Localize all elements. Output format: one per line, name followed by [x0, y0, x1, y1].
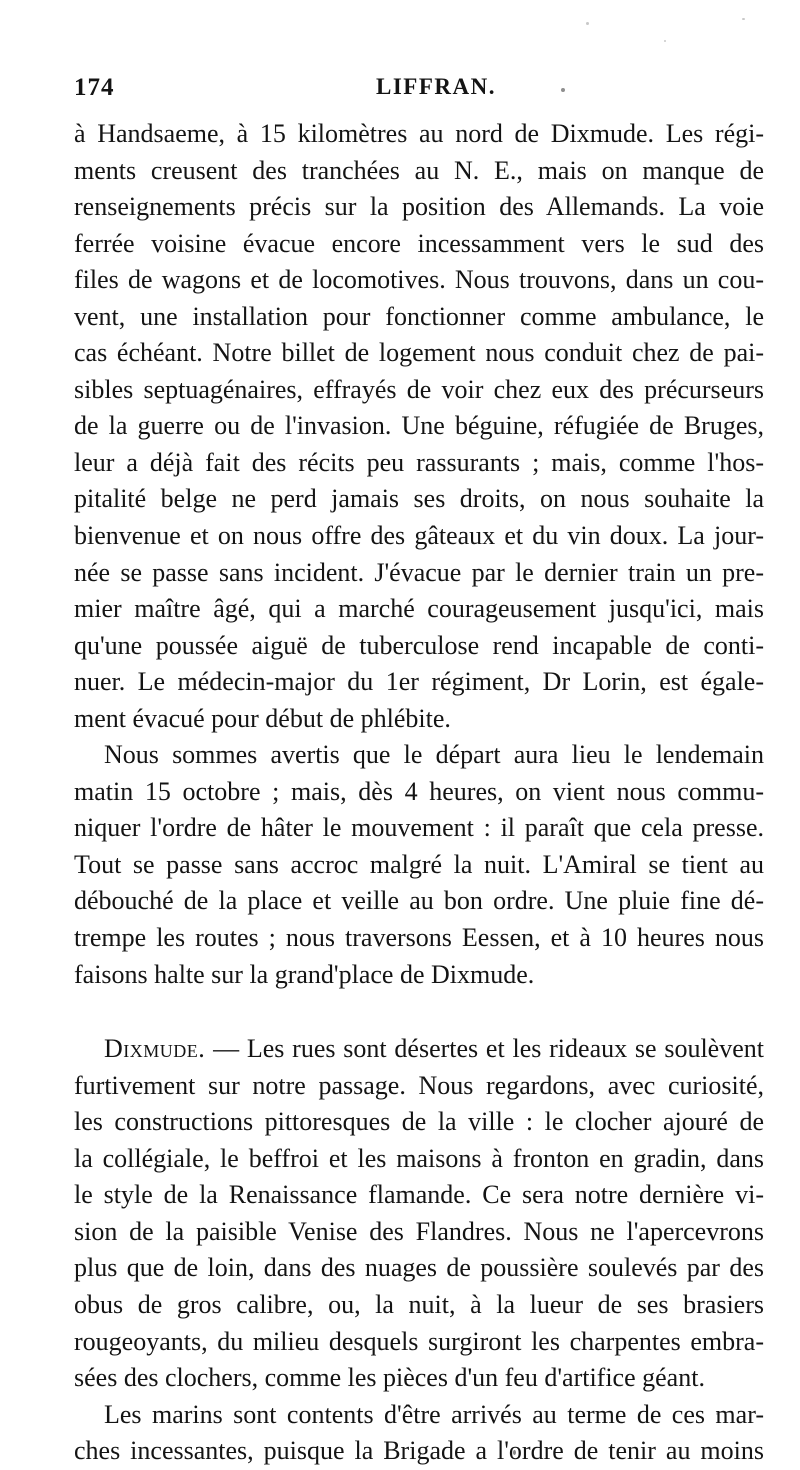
- text-line: Les marins sont contents d'être arrivés au terme de ces mar-: [104, 1399, 764, 1429]
- text-line: faisons halte sur la grand'place de Dixmude.: [74, 959, 535, 989]
- text-line: bienvenue et on nous offre des gâteaux et du vin doux. La jour-: [74, 521, 764, 551]
- page-number: 174: [74, 74, 115, 101]
- text-line: ments creusent des tranchées au N. E., mais on manque de: [74, 155, 764, 185]
- text-line: débouché de la place et veille au bon ordre. Une pluie fine dé-: [74, 886, 764, 916]
- text-line: ches incessantes, puisque la Brigade a l'ordre de tenir au moins: [74, 1436, 764, 1466]
- text-line: vent, une installation pour fonctionner comme ambulance, le: [74, 301, 764, 331]
- text-line: sibles septuagénaires, effrayés de voir chez eux des précurseurs: [74, 374, 764, 404]
- body-text: [74, 116, 764, 1470]
- text-line: nuer. Le médecin-major du 1er régiment, Dr Lorin, est égale-: [74, 667, 764, 697]
- text-line: à Handsaeme, à 15 kilomètres au nord de Dixmude. Les régi-: [74, 119, 764, 148]
- text-line: Nous sommes avertis que le départ aura lieu le lendemain: [104, 740, 764, 770]
- paragraph: [74, 1031, 764, 1396]
- text-line: sion de la paisible Venise des Flandres. Nous ne l'apercevrons: [74, 1216, 764, 1246]
- text-line: les constructions pittoresques de la ville : le clocher ajouré de: [74, 1107, 764, 1137]
- running-title: LIFFRAN.: [376, 74, 496, 99]
- section-gap: [74, 993, 764, 1031]
- text-line: obus de gros calibre, ou, la nuit, à la lueur de ses brasiers: [74, 1289, 764, 1319]
- text-line: pitalité belge ne perd jamais ses droits, on nous souhaite la: [74, 484, 764, 514]
- paper-speck: [664, 40, 666, 42]
- text-line: plus que de loin, dans des nuages de poussière soulevés par des: [74, 1253, 764, 1283]
- text-line: trempe les routes ; nous traversons Eessen, et à 10 heures nous: [74, 923, 764, 953]
- paper-speck: [586, 22, 589, 25]
- text-line: renseignements précis sur la position des Allemands. La voie: [74, 192, 764, 222]
- text-line: leur a déjà fait des récits peu rassurants ; mais, comme l'hos-: [74, 447, 764, 477]
- paragraph: [74, 116, 764, 737]
- running-head: [74, 74, 764, 106]
- text-line: matin 15 octobre ; mais, dès 4 heures, on vient nous commu-: [74, 776, 764, 806]
- text-line: ment évacué pour début de phlébite.: [74, 703, 451, 733]
- section-heading: Dixmude.: [104, 1034, 206, 1064]
- line-text: — Les rues sont désertes et les rideaux se soulèvent: [205, 1034, 764, 1064]
- paragraph: [74, 737, 764, 993]
- text-line: sées des clochers, comme les pièces d'un feu d'artifice géant.: [74, 1363, 705, 1393]
- text-line: niquer l'ordre de hâter le mouvement : il paraît que cela presse.: [74, 813, 764, 843]
- text-line: née se passe sans incident. J'évacue par le dernier train un pre-: [74, 557, 764, 587]
- text-line: files de wagons et de locomotives. Nous trouvons, dans un cou-: [74, 265, 764, 295]
- text-line: qu'une poussée aiguë de tuberculose rend incapable de conti-: [74, 630, 764, 660]
- text-line: furtivement sur notre passage. Nous regardons, avec curiosité,: [74, 1070, 764, 1100]
- text-line: cas échéant. Notre billet de logement nous conduit chez de pai-: [74, 338, 764, 368]
- paragraph: [74, 1397, 764, 1470]
- text-line: [74, 1031, 764, 1068]
- text-line: rougeoyants, du milieu desquels surgiront les charpentes embra-: [74, 1326, 764, 1356]
- text-line: mier maître âgé, qui a marché courageusement jusqu'ici, mais: [74, 594, 764, 624]
- text-line: la collégiale, le beffroi et les maisons à fronton en gradin, dans: [74, 1143, 764, 1173]
- text-line: de la guerre ou de l'invasion. Une béguine, réfugiée de Bruges,: [74, 411, 764, 441]
- paper-speck: [742, 18, 745, 20]
- text-line: le style de la Renaissance flamande. Ce sera notre dernière vi-: [74, 1180, 764, 1210]
- text-line: Tout se passe sans accroc malgré la nuit. L'Amiral se tient au: [74, 849, 764, 879]
- text-line: ferrée voisine évacue encore incessamment vers le sud des: [74, 228, 764, 258]
